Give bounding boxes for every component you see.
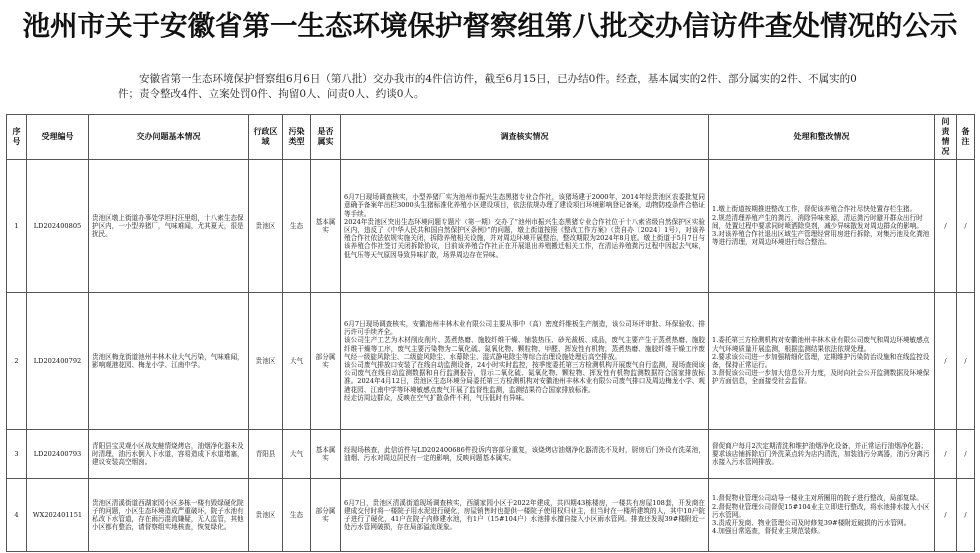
header-type: 污染类型 <box>283 115 311 160</box>
intro-text: 安徽省第一生态环境保护督察组6月6日（第八批）交办我市的4件信访件，截至6月15日，已办结0件。经查，基本属实的2件、部分属实的2件、不属实的0件；责令整改4件、立案处罚0件、拘留0人、问责0人、约谈0人。 <box>118 73 857 100</box>
table-row <box>7 479 975 552</box>
row-type: 生态 <box>283 479 311 552</box>
intro-paragraph <box>118 72 868 102</box>
row-region: 青阳县 <box>249 430 283 479</box>
row-actions <box>709 479 935 552</box>
row-accountability: / <box>935 293 957 430</box>
row-code: LD202400805 <box>27 160 89 293</box>
page-title: 池州市关于安徽省第一生态环境保护督察组第八批交办信访件查处情况的公示 <box>22 10 958 42</box>
row-issue: 贵池区梅龙街道池州丰林木业大气污染，气味难闻，影响观港花园、梅龙小学、江南中学。 <box>89 293 249 430</box>
row-note: / <box>957 160 975 293</box>
row-index: 1 <box>7 160 27 293</box>
row-verdict: 基本属实 <box>311 160 341 293</box>
row-accountability: / <box>935 430 957 479</box>
row-accountability: / <box>935 479 957 552</box>
header-verdict: 是否属实 <box>311 115 341 160</box>
row-note: / <box>957 430 975 479</box>
header-index: 序号 <box>7 115 27 160</box>
row-actions <box>709 293 935 430</box>
row-detail <box>341 160 709 293</box>
row-actions-text: 1.委托第三方检测机构对安徽池州丰林木业有限公司废气和周边环境敏感点大气环境质量开展监测，根据监测结果依法依规处理。 2.要求该公司进一步加强精细化管理，定期维护污染防治设施和在线监控设备，保持正常运行。 3.督促该公司进一步加大信息公开力度，及时向社会公开监测数据及环境保护方面信息，全面接受社会监督。 <box>712 336 930 386</box>
row-type: 大气 <box>283 430 311 479</box>
row-actions <box>709 430 935 479</box>
row-code: LD202400792 <box>27 293 89 430</box>
table-row <box>7 160 975 293</box>
table-row <box>7 293 975 430</box>
row-type: 大气 <box>283 293 311 430</box>
row-note: / <box>957 479 975 552</box>
row-region: 贵池区 <box>249 160 283 293</box>
row-actions-text: 1.督促物业管理公司动导一楼业主对所圈用的院子进行整改，局部复绿。 2.督促物业管理公司督促15#104业主立即进行整改，将水池排水接入小区污水管网。 3.责成开发商、物业管理公司及时修复39#楼附近破损的污水管网。 4.加强日常巡查，督促业主规范装修。 <box>712 494 930 536</box>
header-region: 行政区域 <box>249 115 283 160</box>
row-detail-text: 经现场核查，此信访件与LD202400686件投诉内容部分重复，该烧烤店油烟净化器清洗不及时，厨房后门外设有洗菜池，油烟、污水对周边居民有一定的影响，反映问题基本属实。 <box>344 445 705 462</box>
row-detail-text: 6月7日，贵池区清溪街道现场调查核实，西湖家园小区于2022年建成，共四期43栋楼房，一楼共有房屋108套，开发商在建成交付时将一楼院子用水泥进行硬化，房屋销售时也提供一楼院子使用权归业主，但当时在一楼所建筑的人，其中10户院子进行了硬化，41户在院子内修建水池，有1户（15#104户）水池排水擅自接入小区雨水管网。排查还发现39#楼附近一处污水管网破损，存在局部溢流现象。 <box>344 498 705 532</box>
row-actions <box>709 160 935 293</box>
row-index: 3 <box>7 430 27 479</box>
row-verdict: 基本属实 <box>311 430 341 479</box>
row-code: WX202401151 <box>27 479 89 552</box>
header-detail: 调查核实情况 <box>341 115 709 160</box>
header-actions: 处理和整改情况 <box>709 115 935 160</box>
row-issue: 贵池区墩上街道办事处学坦村汪里组，十八索生态保护区内，一小型养猪厂，气味难闻，尤其夏天，很是扰民。 <box>89 160 249 293</box>
row-actions-text: 督促商户每月2次定期清洗和维护油烟净化设备，并正常运行油烟净化器；要求该店铺拆除后门外洗菜点转为店内清洗，加装油污分离器，油污分离污水接入污水管网排放。 <box>712 441 930 467</box>
row-accountability: / <box>935 160 957 293</box>
header-code: 受理编号 <box>27 115 89 160</box>
header-issue: 交办问题基本情况 <box>89 115 249 160</box>
row-detail <box>341 479 709 552</box>
row-detail <box>341 293 709 430</box>
row-region: 贵池区 <box>249 479 283 552</box>
row-actions-text: 1.墩上街道按期推进整改工作，督促该养殖合作社尽快处置存栏生猪。 2.规范清理养殖产生的粪污，消除异味来源，清运粪污时避开群众出行时间，处置过程中要求同时喷洒除臭剂，减少异味散发对周边群众的影响。 3.对该养殖合作社退出区域生产管理经营用房进行拆除，对集污池及化粪池等进行清理，对周边环境进行综合整治。 <box>712 205 930 247</box>
row-note: / <box>957 293 975 430</box>
row-detail-text: 6月7日现场调查核实，安徽池州丰林木业有限公司主要从事中（高）密度纤维板生产制造，该公司环评审批、环保验收、排污许可手续齐全。 该公司生产工艺为木材削皮削片、蒸煮热磨、施胶纤维干燥、铺装热压、砂光裁板、成品，废气主要产生于蒸煮热磨、施胶纤维干燥等工序，废气主要污染物为二氧化硫、氮氧化物、颗粒物、甲醛、挥发性有机物，蒸煮热磨、施胶纤维干燥工序废气经一级旋风除尘、二级旋风除尘、水幕除尘、湿式静电除尘等综合治理设施处理后高空排放。 该公司废气排放口安装了在线自动监测设备，24小时实时监控，按季度委托第三方检测机构开展废气自行监测，现场查阅该公司废气在线自动监测数据和自行监测报告，显示二氧化硫、氮氧化物、颗粒物、挥发性有机物监测数据符合国家排放标准。2024年4月12日，贵池区生态环境分局委托第三方检测机构对安徽池州丰林木业有限公司废气排口及周边梅龙小学、观港花园、江南中学等环境敏感点废气开展了监督性监测，监测结果符合国家排放标准。 经走访周边群众，反映在空气扩散条件不利，气压低时有异味。 <box>344 319 705 402</box>
row-detail <box>341 430 709 479</box>
header-note: 备注 <box>957 115 975 160</box>
row-verdict: 部分属实 <box>311 293 341 430</box>
petition-table <box>6 114 975 552</box>
row-detail-text: 6月7日现场调查核实，小型养猪厂实为池州市振兴生态黑猪专业合作社，该猪场建于2000年，2014年经贵池区农委批复同意确予备案年出栏3000头生猪标准化养殖小区建设项目，依法依规办理了建设项目环境影响登记备案，动物防疫条件合格证等手续。 2024年贵池区突出生态环境问题专题片（第一期）交办了“池州市振兴生态黑猪专业合作社位于十八索省级自然保护区实验区内，违反了《中华人民共和国自然保护区条例》”的问题，墩上街道按照《整改工作方案》（贵自办〔2024〕1号），对该养殖合作社依法依规实施关闭，拆除养殖相关设施，并对周边环境开展整治，整改期限为2024年8月底。墩上街道于5月7日与该养殖合作社签订关闭拆除协议，目前该养殖合作社正在开展退出养殖搬迁相关工作，在清运养殖粪污过程中因起去气味，低气压等天气原因导致异味扩散，场界周边存在异味。 <box>344 193 705 259</box>
row-verdict: 部分属实 <box>311 479 341 552</box>
header-accountability: 问责情况 <box>935 115 957 160</box>
row-index: 2 <box>7 293 27 430</box>
row-region: 贵池区 <box>249 293 283 430</box>
row-type: 生态 <box>283 160 311 293</box>
row-code: LD202400793 <box>27 430 89 479</box>
row-issue: 青阳县宝灵观小区战友鲢情烧烤店，油烟净化器未及时清理，油污水倒入下水道，容易造成下水道堵塞，建议安装高空烟囱。 <box>89 430 249 479</box>
row-issue: 贵池区清溪街道西湖家园小区多栋一楼有毁绿硬化院子的问题，小区生态环境造成严重破坏，院子水池有私改下水管道，存在雨污混流嫌疑，无人监管，其他小区都有整治，请督察组实地核查，恢复绿化。 <box>89 479 249 552</box>
table-header-row <box>7 115 975 160</box>
table-row <box>7 430 975 479</box>
row-index: 4 <box>7 479 27 552</box>
